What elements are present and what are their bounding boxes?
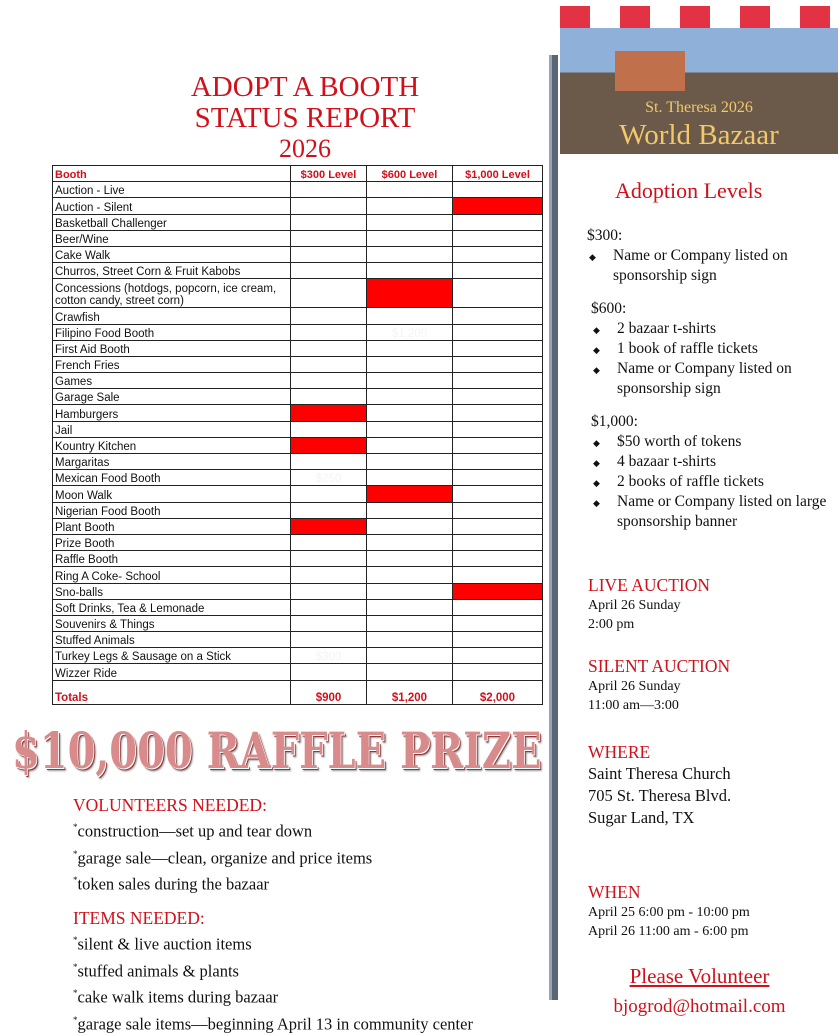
list-item: *cake walk items during bazaar (73, 987, 279, 1007)
items-section (73, 908, 473, 1035)
level-cell (291, 279, 367, 308)
level-cell (453, 405, 543, 421)
item-text: token sales during the bazaar (77, 874, 270, 894)
table-row (53, 567, 543, 583)
table-row (53, 502, 543, 518)
table-row (53, 230, 543, 246)
level-cell (453, 421, 543, 437)
level-cell (291, 263, 367, 279)
booth-name: Wizzer Ride (53, 664, 291, 680)
level-cell (453, 263, 543, 279)
level-cell (367, 214, 453, 230)
level-cell (453, 308, 543, 324)
benefit-item: ◆ 2 books of raffle tickets (591, 472, 827, 492)
level-cell (367, 421, 453, 437)
list-item: *token sales during the bazaar (73, 874, 270, 894)
booth-name: First Aid Booth (53, 340, 291, 356)
table-row (53, 405, 543, 421)
level-cell (453, 664, 543, 680)
adoption-heading: Adoption Levels (615, 178, 763, 203)
live-auction-heading: LIVE AUCTION (588, 575, 710, 595)
banner-line2: World Bazaar (619, 119, 779, 151)
level-label: $600: (591, 300, 627, 317)
level-cell (291, 632, 367, 648)
level-cell (453, 389, 543, 405)
table-row (53, 470, 543, 486)
level-cell (291, 246, 367, 262)
adopted-cell (453, 198, 543, 214)
level-cell (453, 279, 543, 308)
table-row (53, 632, 543, 648)
level-cell (367, 632, 453, 648)
silent-auction-date: April 26 Sunday (588, 679, 681, 694)
address-line: 705 St. Theresa Blvd. (588, 786, 732, 805)
level-cell (453, 502, 543, 518)
level-cell (291, 389, 367, 405)
adopted-cell (367, 279, 453, 308)
level-cell (453, 356, 543, 372)
table-row (53, 583, 543, 599)
level-cell (291, 214, 367, 230)
title-line: STATUS REPORT (194, 102, 416, 134)
booth-name: Cake Walk (53, 246, 291, 262)
item-text: silent & live auction items (77, 934, 252, 954)
booth-name: Jail (53, 421, 291, 437)
level-cell (367, 567, 453, 583)
level-cell (291, 340, 367, 356)
address-line: Sugar Land, TX (588, 808, 695, 827)
level-cell (453, 324, 543, 340)
col-header: $1,000 Level (453, 166, 543, 182)
table-row (53, 534, 543, 550)
level-cell (453, 246, 543, 262)
email-link[interactable]: bjogrod@hotmail.com (613, 996, 786, 1017)
live-auction-time: 2:00 pm (588, 617, 635, 632)
live-auction (588, 575, 710, 634)
item-text: stuffed animals & plants (77, 961, 239, 980)
level-cell (291, 421, 367, 437)
silent-auction-time: 11:00 am—3:00 (588, 698, 679, 713)
level-cell (453, 340, 543, 356)
level-cell: $250 (291, 470, 367, 486)
booth-name: Raffle Booth (53, 551, 291, 567)
level-cell (291, 373, 367, 389)
level-cell (367, 230, 453, 246)
please-volunteer-link[interactable]: Please Volunteer (629, 964, 770, 988)
level-label: $1,000: (591, 413, 638, 430)
booth-name: Churros, Street Corn & Fruit Kabobs (53, 263, 291, 279)
level-cell (367, 534, 453, 550)
level-cell (291, 454, 367, 470)
booth-name: Crawfish (53, 308, 291, 324)
level-cell (291, 615, 367, 631)
level-cell (367, 437, 453, 453)
level-cell (453, 454, 543, 470)
level-cell (291, 599, 367, 615)
benefit-item: ◆ Name or Company listed on large sponsorship banner (591, 492, 827, 532)
level-cell (291, 308, 367, 324)
title-line: ADOPT A BOOTH (190, 71, 420, 103)
item-text: garage sale items—beginning April 13 in community center (77, 1014, 473, 1033)
booth-name: Stuffed Animals (53, 632, 291, 648)
table-row (53, 263, 543, 279)
booth-name: Games (53, 373, 291, 389)
booth-name: Beer/Wine (53, 230, 291, 246)
level-cell (291, 583, 367, 599)
level-cell (453, 486, 543, 502)
total-cell: $900 (291, 680, 367, 704)
page-title (120, 72, 490, 163)
table-row (53, 486, 543, 502)
when-heading: WHEN (588, 882, 641, 902)
title-year: 2026 (279, 134, 331, 163)
level-cell (453, 373, 543, 389)
table-row (53, 551, 543, 567)
table-row (53, 599, 543, 615)
adoption-level (591, 299, 827, 399)
adoption-levels (587, 226, 827, 545)
benefit-item: ◆ $50 worth of tokens (591, 432, 827, 452)
booth-name: Sno-balls (53, 583, 291, 599)
level-cell (367, 356, 453, 372)
items-heading: ITEMS NEEDED: (73, 908, 205, 928)
level-cell (367, 583, 453, 599)
level-label: $300: (587, 227, 623, 244)
booth-name: Hamburgers (53, 405, 291, 421)
table-row (53, 356, 543, 372)
table-row (53, 518, 543, 534)
level-cell (367, 340, 453, 356)
list-item: *garage sale items—beginning April 13 in community center (73, 1014, 473, 1033)
level-cell (367, 615, 453, 631)
table-row (53, 308, 543, 324)
table-row (53, 182, 543, 198)
table-row (53, 198, 543, 214)
level-cell (453, 567, 543, 583)
booth-name: Filipino Food Booth (53, 324, 291, 340)
booth-name: Moon Walk (53, 486, 291, 502)
booth-name: Ring A Coke- School (53, 567, 291, 583)
booth-name: Souvenirs & Things (53, 615, 291, 631)
level-cell (291, 534, 367, 550)
adopted-cell (291, 405, 367, 421)
level-cell (367, 664, 453, 680)
table-row (53, 664, 543, 680)
adopted-cell (291, 518, 367, 534)
level-cell (291, 567, 367, 583)
level-cell (367, 648, 453, 664)
booth-status-table (52, 165, 543, 705)
benefit-item: ◆ 1 book of raffle tickets (591, 339, 827, 359)
level-cell (291, 551, 367, 567)
booth-name: Auction - Silent (53, 198, 291, 214)
level-cell (291, 356, 367, 372)
level-cell (453, 599, 543, 615)
col-header: Booth (53, 166, 291, 182)
adoption-level (587, 226, 827, 286)
total-cell: $2,000 (453, 680, 543, 704)
table-row (53, 389, 543, 405)
benefit-item: ◆ Name or Company listed on sponsorship sign (587, 246, 827, 286)
address-line: Saint Theresa Church (588, 764, 731, 783)
level-cell (367, 308, 453, 324)
booth-name: Turkey Legs & Sausage on a Stick (53, 648, 291, 664)
table-row (53, 648, 543, 664)
booth-name: Garage Sale (53, 389, 291, 405)
table-row (53, 279, 543, 308)
level-cell (367, 198, 453, 214)
level-cell (367, 246, 453, 262)
level-cell (367, 182, 453, 198)
table-row (53, 246, 543, 262)
item-text: cake walk items during bazaar (77, 987, 279, 1007)
level-cell (367, 405, 453, 421)
live-auction-date: April 26 Sunday (588, 598, 681, 613)
volunteers-section (73, 795, 372, 896)
totals-row (53, 680, 543, 704)
level-cell (367, 551, 453, 567)
level-cell (453, 214, 543, 230)
list-item: *silent & live auction items (73, 934, 252, 954)
level-cell (291, 502, 367, 518)
level-cell (291, 230, 367, 246)
level-cell (291, 198, 367, 214)
level-cell (453, 648, 543, 664)
level-cell (291, 324, 367, 340)
booth-name: French Fries (53, 356, 291, 372)
table-row (53, 373, 543, 389)
level-cell (367, 599, 453, 615)
table-row (53, 340, 543, 356)
when-section (588, 882, 750, 941)
col-header: $300 Level (291, 166, 367, 182)
item-text: garage sale—clean, organize and price items (77, 848, 373, 867)
total-cell: Totals (53, 680, 291, 704)
level-cell (453, 182, 543, 198)
bazaar-banner-image (560, 6, 838, 154)
level-cell (367, 518, 453, 534)
level-cell (367, 389, 453, 405)
table-row (53, 214, 543, 230)
table-row (53, 437, 543, 453)
raffle-prize-banner: $10,000 RAFFLE PRIZE (12, 721, 542, 780)
level-cell (453, 632, 543, 648)
booth-name: Kountry Kitchen (53, 437, 291, 453)
adopted-cell (291, 437, 367, 453)
church-image (615, 51, 685, 91)
booth-name: Basketball Challenger (53, 214, 291, 230)
volunteers-heading: VOLUNTEERS NEEDED: (73, 795, 267, 815)
col-header: $600 Level (367, 166, 453, 182)
adopted-cell (367, 486, 453, 502)
table-row (53, 454, 543, 470)
booth-name: Auction - Live (53, 182, 291, 198)
silent-auction-heading: SILENT AUCTION (588, 656, 731, 676)
level-cell (453, 470, 543, 486)
booth-name: Nigerian Food Booth (53, 502, 291, 518)
level-cell (367, 502, 453, 518)
table-row (53, 324, 543, 340)
level-cell: $300 (291, 648, 367, 664)
level-cell (367, 470, 453, 486)
booth-name: Soft Drinks, Tea & Lemonade (53, 599, 291, 615)
banner-line1: St. Theresa 2026 (645, 99, 753, 116)
booth-name: Concessions (hotdogs, popcorn, ice cream, cotton candy, street corn) (53, 279, 291, 308)
level-cell (291, 486, 367, 502)
level-cell (453, 551, 543, 567)
level-cell (453, 230, 543, 246)
awning-decoration (560, 6, 838, 28)
when-line: April 26 11:00 am - 6:00 pm (588, 924, 749, 939)
level-cell (367, 454, 453, 470)
when-line: April 25 6:00 pm - 10:00 pm (588, 905, 750, 920)
item-text: construction—set up and tear down (77, 821, 313, 841)
benefit-item: ◆ 2 bazaar t-shirts (591, 319, 827, 339)
benefit-item: ◆ 4 bazaar t-shirts (591, 452, 827, 472)
adopted-cell (453, 583, 543, 599)
booth-name: Margaritas (53, 454, 291, 470)
adoption-level (591, 412, 827, 532)
level-cell (453, 437, 543, 453)
where-heading: WHERE (588, 742, 651, 762)
list-item: *garage sale—clean, organize and price items (73, 848, 373, 867)
booth-name: Prize Booth (53, 534, 291, 550)
table-row (53, 421, 543, 437)
where-section (588, 742, 731, 829)
column-divider (549, 55, 558, 1000)
level-cell (291, 664, 367, 680)
benefit-item: ◆ Name or Company listed on sponsorship sign (591, 359, 827, 399)
level-cell: $1,200 (367, 324, 453, 340)
total-cell: $1,200 (367, 680, 453, 704)
level-cell (291, 182, 367, 198)
level-cell (453, 534, 543, 550)
silent-auction (588, 656, 730, 715)
list-item: *stuffed animals & plants (73, 961, 239, 980)
booth-name: Mexican Food Booth (53, 470, 291, 486)
level-cell (367, 263, 453, 279)
level-cell (453, 518, 543, 534)
level-cell (453, 615, 543, 631)
booth-name: Plant Booth (53, 518, 291, 534)
level-cell (367, 373, 453, 389)
table-row (53, 615, 543, 631)
list-item: *construction—set up and tear down (73, 821, 313, 841)
